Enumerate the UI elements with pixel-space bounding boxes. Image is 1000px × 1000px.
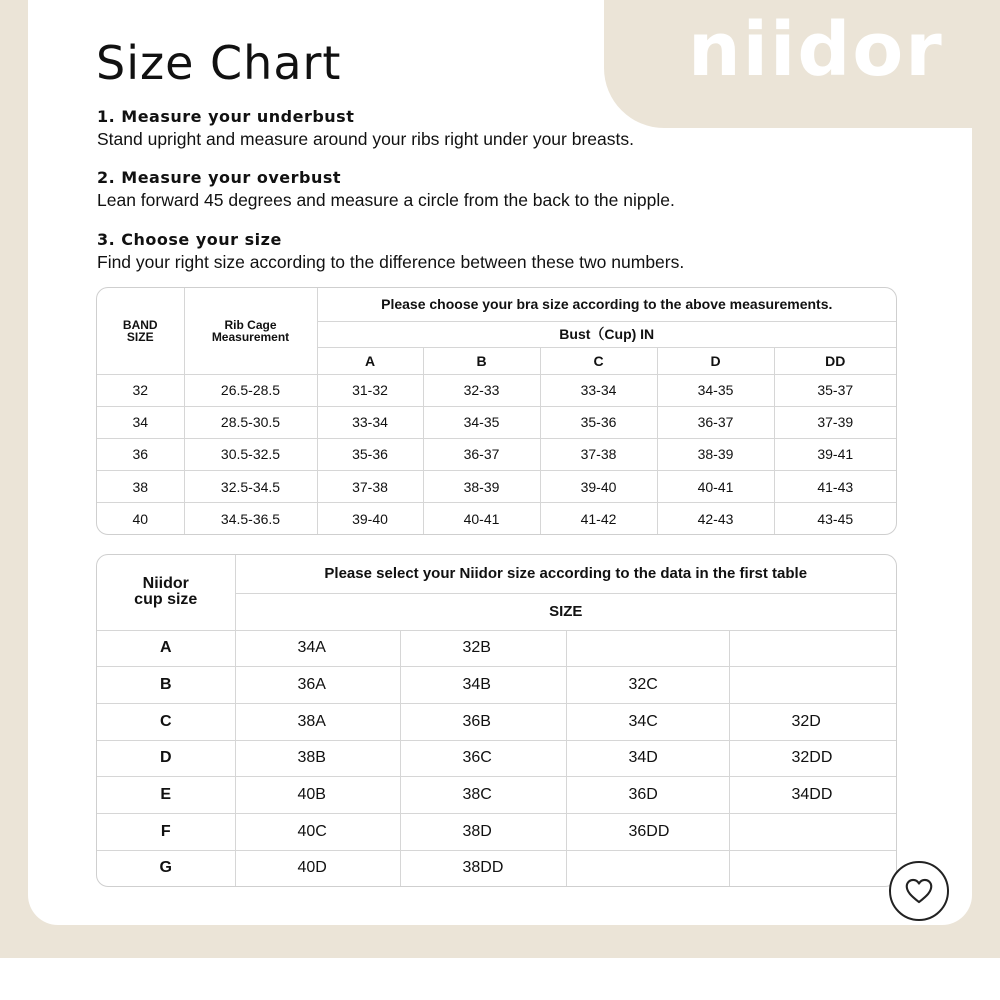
table-row <box>97 471 896 503</box>
table-row <box>97 667 896 704</box>
cup-cell: E <box>97 777 235 814</box>
size-cell: 32B <box>400 630 566 667</box>
bust-size-table <box>96 287 897 535</box>
cup-header: D <box>657 347 774 374</box>
size-cell: 36A <box>235 667 400 704</box>
step-description: Lean forward 45 degrees and measure a circle from the back to the nipple. <box>97 190 675 210</box>
table-row <box>97 703 896 740</box>
cup-cell: B <box>97 667 235 704</box>
cup-header: A <box>317 347 423 374</box>
step-description: Stand upright and measure around your ribs right under your breasts. <box>97 129 634 149</box>
rib-cell: 32.5-34.5 <box>184 471 317 503</box>
table-row <box>97 777 896 814</box>
bust-cell: 35-36 <box>540 406 657 438</box>
cup-header: B <box>423 347 540 374</box>
step-heading: 3. Choose your size <box>97 230 282 249</box>
bust-cell: 41-43 <box>774 471 896 503</box>
table-row <box>97 814 896 851</box>
step-1 <box>97 107 634 150</box>
size-cell: 36D <box>566 777 729 814</box>
table-row <box>97 406 896 438</box>
band-cell: 32 <box>97 374 184 406</box>
bust-cell: 37-38 <box>540 438 657 470</box>
size-cell: 34D <box>566 740 729 777</box>
size-cell: 32DD <box>729 740 896 777</box>
cup-cell: G <box>97 850 235 886</box>
bust-cell: 34-35 <box>657 374 774 406</box>
band-size-header: BAND SIZE <box>97 288 184 374</box>
bust-cell: 35-36 <box>317 438 423 470</box>
bust-cell: 33-34 <box>540 374 657 406</box>
cup-cell: A <box>97 630 235 667</box>
table-row <box>97 740 896 777</box>
size-cell: 36C <box>400 740 566 777</box>
size-cell: 36DD <box>566 814 729 851</box>
table-row <box>97 438 896 470</box>
size-cell <box>729 850 896 886</box>
rib-cell: 26.5-28.5 <box>184 374 317 406</box>
step-description: Find your right size according to the difference between these two numbers. <box>97 252 685 272</box>
favorite-button[interactable] <box>889 861 949 921</box>
bust-cell: 35-37 <box>774 374 896 406</box>
rib-cell: 34.5-36.5 <box>184 503 317 534</box>
bust-cell: 39-41 <box>774 438 896 470</box>
niidor-size-table <box>96 554 897 887</box>
rib-cage-header: Rib Cage Measurement <box>184 288 317 374</box>
bust-cell: 36-37 <box>423 438 540 470</box>
bust-cell: 33-34 <box>317 406 423 438</box>
bust-cell: 38-39 <box>657 438 774 470</box>
bust-cell: 38-39 <box>423 471 540 503</box>
table-row <box>97 630 896 667</box>
bust-top-header: Please choose your bra size according to the above measurements. <box>317 288 896 321</box>
step-heading: 2. Measure your overbust <box>97 168 342 187</box>
size-cell: 38D <box>400 814 566 851</box>
size-cell: 34DD <box>729 777 896 814</box>
size-cell: 40C <box>235 814 400 851</box>
size-cell: 34B <box>400 667 566 704</box>
size-cell <box>729 630 896 667</box>
cup-cell: F <box>97 814 235 851</box>
step-heading: 1. Measure your underbust <box>97 107 355 126</box>
bust-cell: 43-45 <box>774 503 896 534</box>
size-cell <box>729 667 896 704</box>
size-cell: 38A <box>235 703 400 740</box>
bust-cell: 37-38 <box>317 471 423 503</box>
cup-header: DD <box>774 347 896 374</box>
niidor-top-header: Please select your Niidor size according to the data in the first table <box>235 555 896 593</box>
bust-cell: 41-42 <box>540 503 657 534</box>
cup-cell: C <box>97 703 235 740</box>
size-cell <box>566 630 729 667</box>
size-cell <box>729 814 896 851</box>
bust-cell: 31-32 <box>317 374 423 406</box>
cup-cell: D <box>97 740 235 777</box>
cup-header: C <box>540 347 657 374</box>
bust-cell: 32-33 <box>423 374 540 406</box>
band-cell: 38 <box>97 471 184 503</box>
size-header: SIZE <box>235 593 896 630</box>
size-cell: 38B <box>235 740 400 777</box>
bust-cell: 39-40 <box>317 503 423 534</box>
bust-cell: 42-43 <box>657 503 774 534</box>
brand-logo: niidor <box>688 7 944 93</box>
band-cell: 34 <box>97 406 184 438</box>
table-row <box>97 850 896 886</box>
bust-cell: 40-41 <box>657 471 774 503</box>
band-cell: 40 <box>97 503 184 534</box>
size-cell: 32D <box>729 703 896 740</box>
band-cell: 36 <box>97 438 184 470</box>
step-2 <box>97 168 675 211</box>
rib-cell: 30.5-32.5 <box>184 438 317 470</box>
size-cell: 38DD <box>400 850 566 886</box>
bust-cell: 36-37 <box>657 406 774 438</box>
bust-cell: 39-40 <box>540 471 657 503</box>
size-cell: 38C <box>400 777 566 814</box>
bust-cell: 40-41 <box>423 503 540 534</box>
bust-cup-header: Bust（Cup) IN <box>317 321 896 347</box>
bust-cell: 34-35 <box>423 406 540 438</box>
page-title: Size Chart <box>96 36 342 90</box>
size-cell: 34C <box>566 703 729 740</box>
table-row <box>97 374 896 406</box>
table-row <box>97 503 896 534</box>
step-3 <box>97 230 684 273</box>
size-cell: 36B <box>400 703 566 740</box>
rib-cell: 28.5-30.5 <box>184 406 317 438</box>
size-cell: 32C <box>566 667 729 704</box>
size-cell: 40B <box>235 777 400 814</box>
heart-icon <box>905 878 933 904</box>
cup-size-header: Niidor cup size <box>97 555 235 630</box>
bust-cell: 37-39 <box>774 406 896 438</box>
size-cell: 40D <box>235 850 400 886</box>
size-cell: 34A <box>235 630 400 667</box>
size-cell <box>566 850 729 886</box>
